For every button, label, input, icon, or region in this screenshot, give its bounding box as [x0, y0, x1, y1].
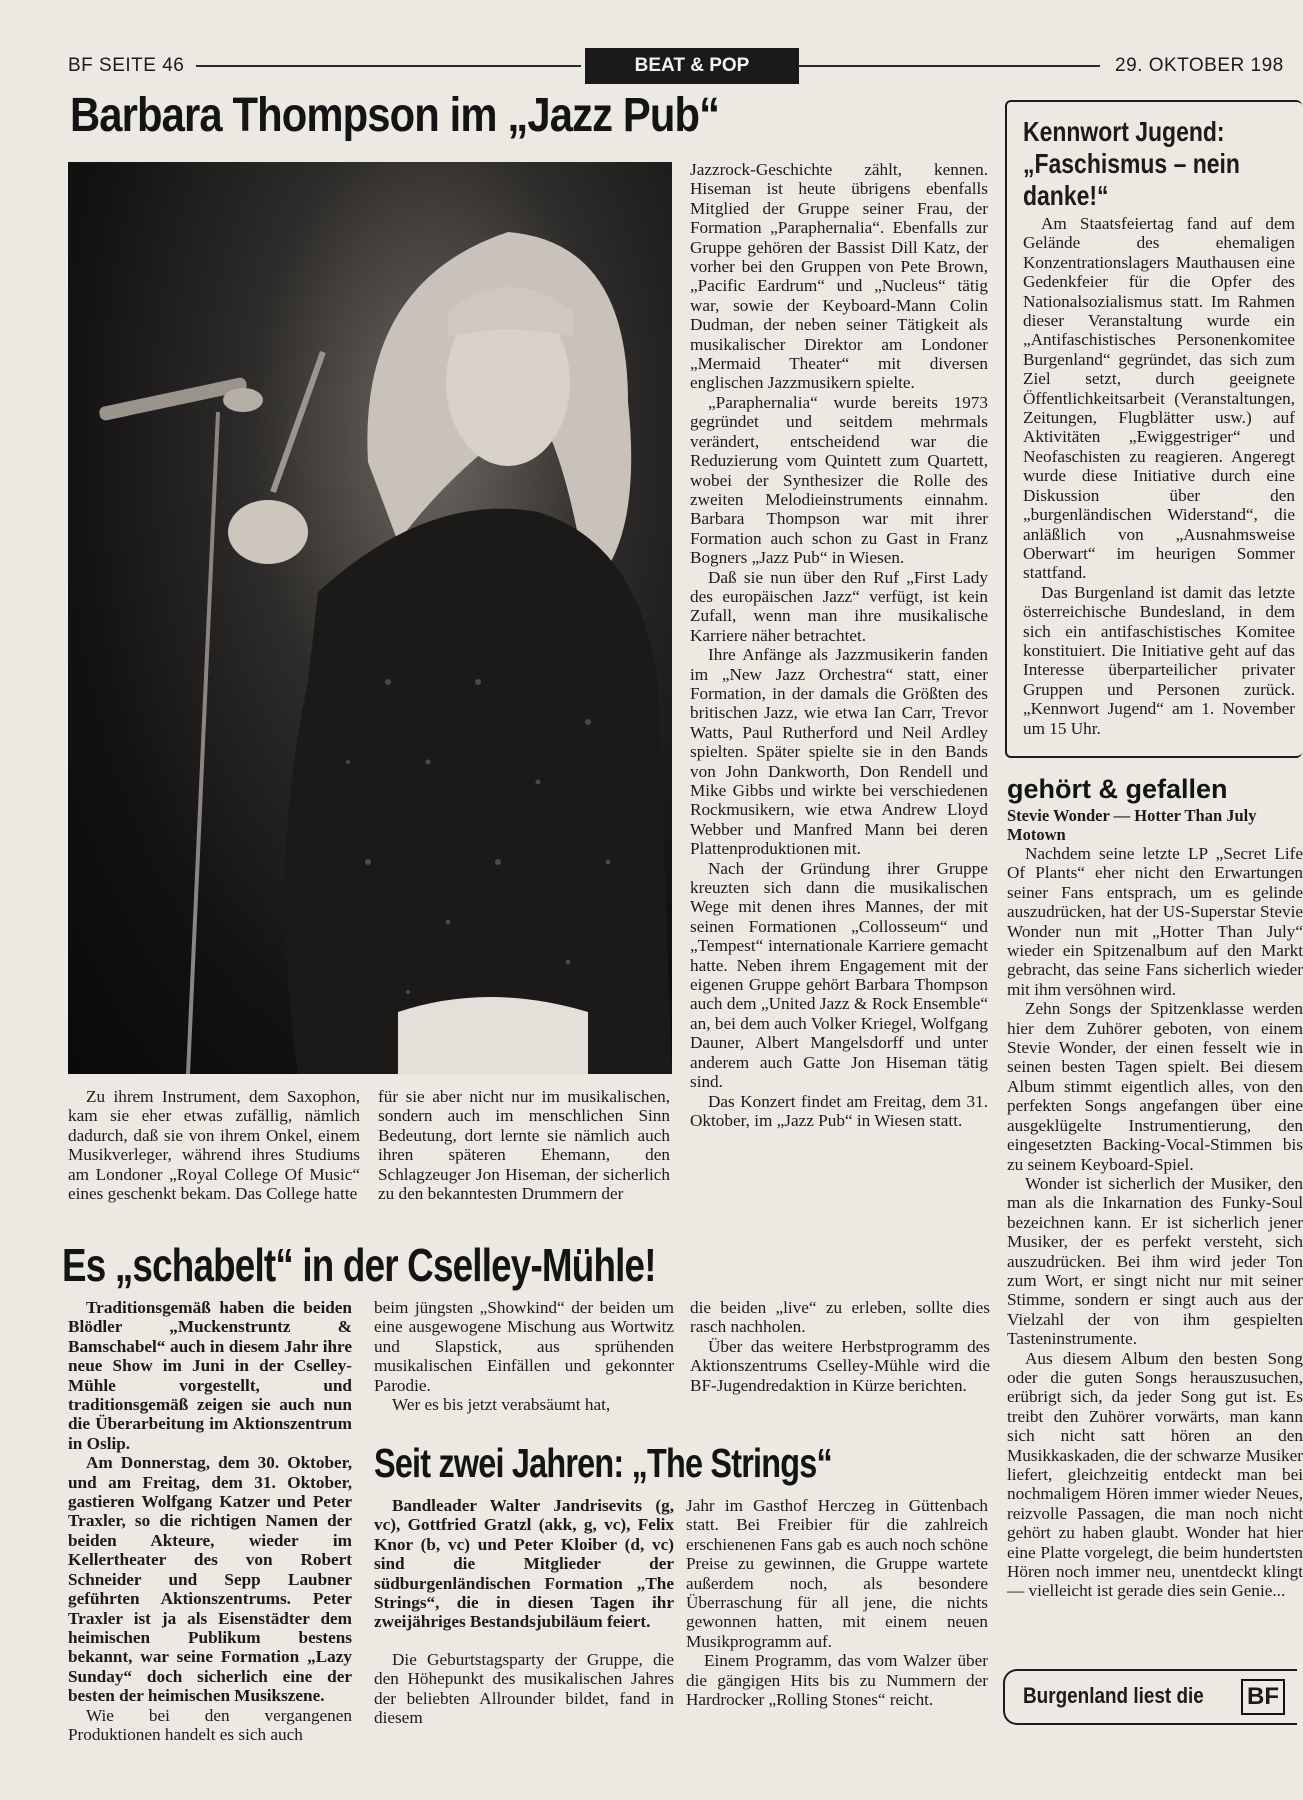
article3-column-1 — [374, 1496, 674, 1736]
section-label: BEAT & POP — [585, 48, 799, 84]
sidebox-text — [1023, 214, 1295, 750]
paragraph: Am Donnerstag, dem 30. Oktober, und am Freitag, dem 31. Oktober, gastieren Wolfgang Katzer und Peter Traxler, so die richtigen Namen der beiden Akteure, wieder im Kellertheater des von Robert Schneider und Sepp Laubner geführten Aktionszentrums. Peter Traxler ist ja als Eisenstädter dem heimischen Publikum bestens bekannt, war seine Formation „Lazy Sunday“ doch sicherlich eine der besten der heimischen Musikszene. — [68, 1453, 352, 1706]
paragraph: beim jüngsten „Showkind“ der beiden um eine ausgewogene Mischung aus Wortwitz und Slapstick, aus sprühenden musikalischen Einfällen und gekonnter Parodie. — [374, 1298, 674, 1395]
review-text — [1007, 844, 1303, 1644]
paragraph: Bandleader Walter Jandrisevits (g, vc), Gottfried Gratzl (akk, g, vc), Felix Knor (b, vc) und Peter Kloiber (d, vc) sind die Mitglieder der südburgenländischen Formation „The Strings“, die in diesen Tagen ihr zweijähriges Bestandsjubiläum feiert. — [374, 1496, 674, 1632]
footer-promo-box — [1003, 1669, 1297, 1725]
article-headline-thompson: Barbara Thompson im „Jazz Pub“ — [70, 89, 720, 142]
paragraph: die beiden „live“ zu erleben, sollte dies rasch nachholen. — [690, 1298, 990, 1337]
sidebox-kennwort-jugend — [1005, 100, 1302, 758]
article-headline-cselley: Es „schabelt“ in der Cselley-Mühle! — [62, 1239, 656, 1291]
footer-promo-text: Burgenland liest die — [1023, 1683, 1204, 1708]
paragraph: Daß sie nun über den Ruf „First Lady des europäischen Jazz“ verfügt, ist kein Zufall, wenn man ihre musikalische Karriere näher betrachtet. — [690, 567, 988, 645]
header-rule-right — [798, 65, 1100, 67]
article1-column-right — [690, 160, 988, 1130]
paragraph: Ihre Anfänge als Jazzmusikerin fanden im „New Jazz Orchestra“ statt, einer Formation, in der damals die Größten des britischen Jazz, wie etwa Ian Carr, Trevor Watts, Paul Rutherford und Neil Ardley spielten. Später spielte sie in den Bands von John Dankworth, Don Rendell und Mike Gibbs und wirkte bei verschiedenen Rockmusikern, wie etwa Andrew Lloyd Webber und Manfred Mann bei deren Plattenproduktionen mit. — [690, 645, 988, 859]
article3-column-2 — [686, 1496, 988, 1736]
article2-column-1 — [68, 1298, 352, 1744]
article2-column-3 — [690, 1298, 990, 1408]
page-header — [0, 0, 1297, 85]
paragraph: Über das weitere Herbstprogramm des Aktionszentrums Cselley-Mühle wird die BF-Jugendredaktion in Kürze berichten. — [690, 1336, 990, 1395]
sidebox-title-line: „Faschismus – nein — [1023, 148, 1240, 179]
review-label: Motown — [1007, 825, 1066, 844]
article2-column-2 — [374, 1298, 674, 1415]
paragraph: Traditionsgemäß haben die beiden Blödler „Muckenstruntz & Bamschabel“ auch in diesem Jahr ihre neue Show im Juni in der Cselley-Mühle vorgestellt, und traditionsgemäß zeigen sie auch nun die Überarbeitung im Aktionszentrum in Oslip. — [68, 1298, 352, 1453]
paragraph: Zehn Songs der Spitzenklasse werden hier dem Zuhörer geboten, von einem Stevie Wonder, der einen fesselt wie in seinen besten Tagen spielt. Bei diesem Album stimmt eigentlich alles, von den perfekten Songs angefangen über eine ausgeklügelte Instrumentierung, den eingesetzten Backing-Vocal-Stimmen bis zu seinem Keyboard-Spiel. — [1007, 999, 1303, 1174]
article1-column-2 — [378, 1087, 670, 1217]
paragraph: Wer es bis jetzt verabsäumt hat, — [392, 1395, 611, 1415]
review-heading: gehört & gefallen — [1007, 774, 1228, 804]
paragraph: Zu ihrem Instrument, dem Saxophon, kam sie eher etwas zufällig, nämlich dadurch, daß sie von ihrem Onkel, einem Musikverleger, während ihres Studiums am Londoner „Royal College Of Music“ eines geschenkt bekam. Das College hatte — [68, 1087, 360, 1204]
review-album: Stevie Wonder — Hotter Than July — [1007, 806, 1257, 825]
paragraph: Jazzrock-Geschichte zählt, kennen. Hiseman ist heute übrigens ebenfalls Mitglied der Gruppe seiner Frau, der Formation „Paraphernalia“. Ebenfalls zur Gruppe gehören der Bassist Dill Katz, der vorher bei den Gruppen von Pete Brown, „Pacific Eardrum“ und „Nucleus“ tätig war, sowie der Keyboard-Mann Colin Dudman, der neben seiner Tätigkeit als musikalischer Direktor am Londoner „Mermaid Theater“ mit diversen englischen Jazzmusikern spielte. — [690, 160, 988, 393]
photo-barbara-thompson — [68, 162, 672, 1074]
photo-illustration — [68, 162, 672, 1074]
issue-date: 29. OKTOBER 198 — [1115, 55, 1284, 76]
article-headline-strings: Seit zwei Jahren: „The Strings“ — [374, 1440, 832, 1486]
paragraph: Die Geburtstagsparty der Gruppe, die den Höhepunkt des musikalischen Jahres der beliebten Allrounder bildet, fand in diesem — [374, 1649, 674, 1728]
paragraph: für sie aber nicht nur im musikalischen, sondern auch im menschlichen Sinn Bedeutung, dort lernte sie nämlich auch ihren späteren Ehemann, den Schlagzeuger Jon Hiseman, der sicherlich zu den bekanntesten Drummern der — [378, 1087, 670, 1204]
paragraph: Nach der Gründung ihrer Gruppe kreuzten sich dann die musikalischen Wege mit denen ihres Mannes, der mit seinen Formationen „Collosseum“ und „Tempest“ internationale Karriere gemacht hatte. Neben ihrem Engagement mit der eigenen Gruppe gehört Barbara Thompson auch dem „United Jazz & Rock Ensemble“ an, bei dem auch Volker Kriegel, Wolfgang Dauner, Albert Mangelsdorff und unter anderem auch Gatte Jon Hiseman tätig sind. — [690, 858, 988, 1092]
bf-logo: BF — [1241, 1679, 1285, 1715]
page-number: BF SEITE 46 — [68, 55, 185, 76]
paragraph: Wie bei den vergangenen Produktionen handelt es sich auch — [68, 1705, 352, 1744]
article1-column-1 — [68, 1087, 360, 1217]
sidebox-title-line: Kennwort Jugend: — [1023, 116, 1225, 147]
paragraph: Nachdem seine letzte LP „Secret Life Of Plants“ eher nicht den Erwartungen seiner Fans entsprach, um es gelinde auszudrücken, hat der US-Superstar Stevie Wonder nun mit „Hotter Than July“ wieder ein Spitzenalbum auf den Markt gebracht, das seine Fans sicherlich wieder mit ihm versöhnen wird. — [1007, 844, 1303, 999]
header-rule-left — [196, 65, 581, 67]
paragraph: Jahr im Gasthof Herczeg in Güttenbach statt. Bei Freibier für die zahlreich erschienenen Fans gab es auch noch schöne Preise zu gewinnen, die Gruppe wartete außerdem noch, als besondere Überraschung für all jene, die nichts gewonnen hatten, mit einem neuen Musikprogramm auf. — [686, 1496, 988, 1651]
review-subtitle — [1007, 806, 1257, 844]
sidebox-title-line: danke!“ — [1023, 180, 1109, 211]
paragraph: Das Burgenland ist damit das letzte österreichische Bundesland, in dem sich ein antifaschistisches Komitee konstituiert. Die Initiative geht auf das Interesse überparteilicher privater Gruppen und Personen zurück. „Kennwort Jugend“ am 1. November um 15 Uhr. — [1023, 582, 1295, 738]
paragraph: Einem Programm, das vom Walzer über die gängigen Hits bis zu Nummern der Hardrocker „Rolling Stones“ reicht. — [686, 1651, 988, 1710]
paragraph: Aus diesem Album den besten Song oder die guten Songs herauszusuchen, erübrigt sich, da jeder Song gut ist. Es treibt den Zuhörer vorwärts, man kann sich nicht satt hören an den Musikkaskaden, die der schwarze Musiker liefert, gleichzeitig entdeckt man bei nochmaligem Hören immer wieder Neues, reizvolle Passagen, die man noch nicht gehört zu haben glaubt. Wonder hat hier eine Platte vorgelegt, die beim hundertsten Hören noch immer neu, unentdeckt klingt — vielleicht ist gerade dies sein Genie... — [1007, 1348, 1303, 1601]
paragraph: Am Staatsfeiertag fand auf dem Gelände des ehemaligen Konzentrationslagers Mauthausen eine Gedenkfeier für die Opfer des Nationalsozialismus statt. Im Rahmen dieser Veranstaltung wurde ein „Antifaschistisches Personenkomitee Burgenland“ gegründet, das sich zum Ziel setzt, durch geeignete Öffentlichkeitsarbeit (Veranstaltungen, Zeitungen, Flugblätter usw.) auf Aktivitäten „Ewiggestriger“ und Neofaschisten zu reagieren. Angeregt wurde diese Initiative durch eine Diskussion über den „burgenländischen Widerstand“, die anläßlich von „Ausnahmsweise Oberwart“ im heurigen Sommer stattfand. — [1023, 214, 1295, 583]
paragraph: „Paraphernalia“ wurde bereits 1973 gegründet und seitdem mehrmals verändert, entscheidend war die Reduzierung vom Quintett zum Quartett, wobei der Synthesizer die Rolle des zweiten Melodieinstruments einnahm. Barbara Thompson war mit ihrer Formation auch schon zu Gast in Franz Bogners „Jazz Pub“ in Wiesen. — [690, 392, 988, 568]
sidebox-title — [1023, 116, 1240, 212]
paragraph: Das Konzert findet am Freitag, dem 31. Oktober, im „Jazz Pub“ in Wiesen statt. — [690, 1091, 988, 1130]
paragraph: Wonder ist sicherlich der Musiker, den man als die Inkarnation des Funky-Soul bezeichnen kann. Er ist sicherlich jener Musiker, der es perfekt versteht, sich auszudrücken. Bei ihm wird jeder Ton zum Wort, er singt nicht nur mit seiner Stimme, sondern er singt auch aus der Vielzahl der von ihm gespielten Tasteninstrumente. — [1007, 1173, 1303, 1349]
